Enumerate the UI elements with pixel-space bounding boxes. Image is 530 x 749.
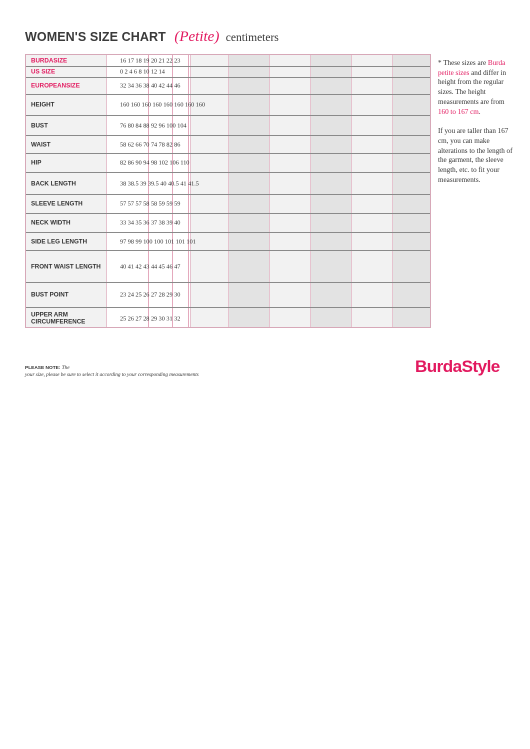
table-row	[26, 172, 430, 194]
title-main: WOMEN'S SIZE CHART	[25, 30, 166, 44]
row-values: 33 34 35 36 37 38 39 40	[120, 219, 181, 227]
info-text: .	[478, 107, 481, 116]
row-values: 82 86 90 94 98 102 106 110	[120, 159, 190, 167]
row-label: EUROPEANSIZE	[31, 82, 80, 90]
row-label: BACK LENGTH	[31, 179, 77, 187]
row-values: 23 24 25 26 27 28 29 30	[120, 291, 181, 299]
row-label: US SIZE	[31, 68, 56, 76]
row-label: UPPER ARM CIRCUMFERENCE	[31, 311, 86, 326]
note-body: your size, please be sure to select it according to your corresponding measurements	[25, 372, 199, 378]
row-label: SIDE LEG LENGTH	[31, 237, 88, 245]
table-row	[26, 94, 430, 115]
burdastyle-logo: BurdaStyle	[415, 357, 500, 376]
row-values: 38 38.5 39 39.5 40 40.5 41 41.5	[120, 180, 199, 187]
please-note	[25, 365, 199, 379]
info-highlight: Burda petite sizes	[438, 59, 506, 77]
row-values: 97 98 99 100 100 101 101 101	[120, 238, 196, 245]
table-row	[26, 115, 430, 135]
table-row	[26, 194, 430, 213]
row-label: NECK WIDTH	[31, 219, 71, 227]
page-title	[25, 28, 279, 46]
row-label: BUST	[31, 121, 48, 129]
row-values: 58 62 66 70 74 78 82 86	[120, 141, 181, 148]
row-values: 32 34 36 38 40 42 44 46	[120, 82, 181, 90]
title-sub: (Petite)	[174, 29, 220, 45]
row-values: 76 80 84 88 92 96 100 104	[120, 122, 187, 129]
table-row	[26, 282, 430, 307]
note-heading: PLEASE NOTE:	[25, 366, 61, 371]
title-unit: centimeters	[225, 32, 279, 44]
info-text: and differ in height from the regular sizes. The height measurements are from	[438, 68, 507, 106]
row-label: SLEEVE LENGTH	[31, 200, 83, 208]
info-text: * These sizes are	[438, 59, 488, 67]
row-label: HEIGHT	[31, 101, 55, 109]
table-row	[26, 135, 430, 153]
table-row	[26, 232, 430, 250]
row-label: BURDASIZE	[31, 56, 68, 64]
row-label: BUST POINT	[31, 291, 69, 299]
table-row	[26, 77, 430, 94]
info-highlight: 160 to 167 cm	[438, 107, 479, 116]
table-row	[26, 250, 430, 282]
table-row	[26, 66, 430, 77]
row-label: HIP	[31, 159, 42, 167]
petite-info-note	[438, 59, 514, 195]
petite-info-paragraph	[438, 59, 514, 117]
table-row	[26, 55, 430, 66]
row-values: 57 57 57 58 58 59 59 59	[120, 200, 181, 208]
row-values: 160 160 160 160 160 160 160 160	[120, 101, 206, 109]
row-values: 25 26 27 28 29 30 31 32	[120, 315, 181, 322]
note-lead: The	[60, 365, 70, 371]
size-chart-table	[25, 54, 431, 328]
table-row	[26, 213, 430, 232]
row-label: FRONT WAIST LENGTH	[31, 262, 101, 270]
table-row	[26, 307, 430, 329]
table-row	[26, 153, 430, 172]
row-values: 16 17 18 19 20 21 22 23	[120, 57, 181, 64]
row-values: 0 2 4 6 8 10 12 14	[120, 68, 165, 76]
row-label: WAIST	[31, 140, 51, 148]
row-values: 40 41 42 43 44 45 46 47	[120, 263, 181, 270]
alteration-info-paragraph: If you are taller than 167 cm, you can make alterations to the length of the garment, the sleeve length, etc. to fit your measurements.	[438, 127, 513, 184]
